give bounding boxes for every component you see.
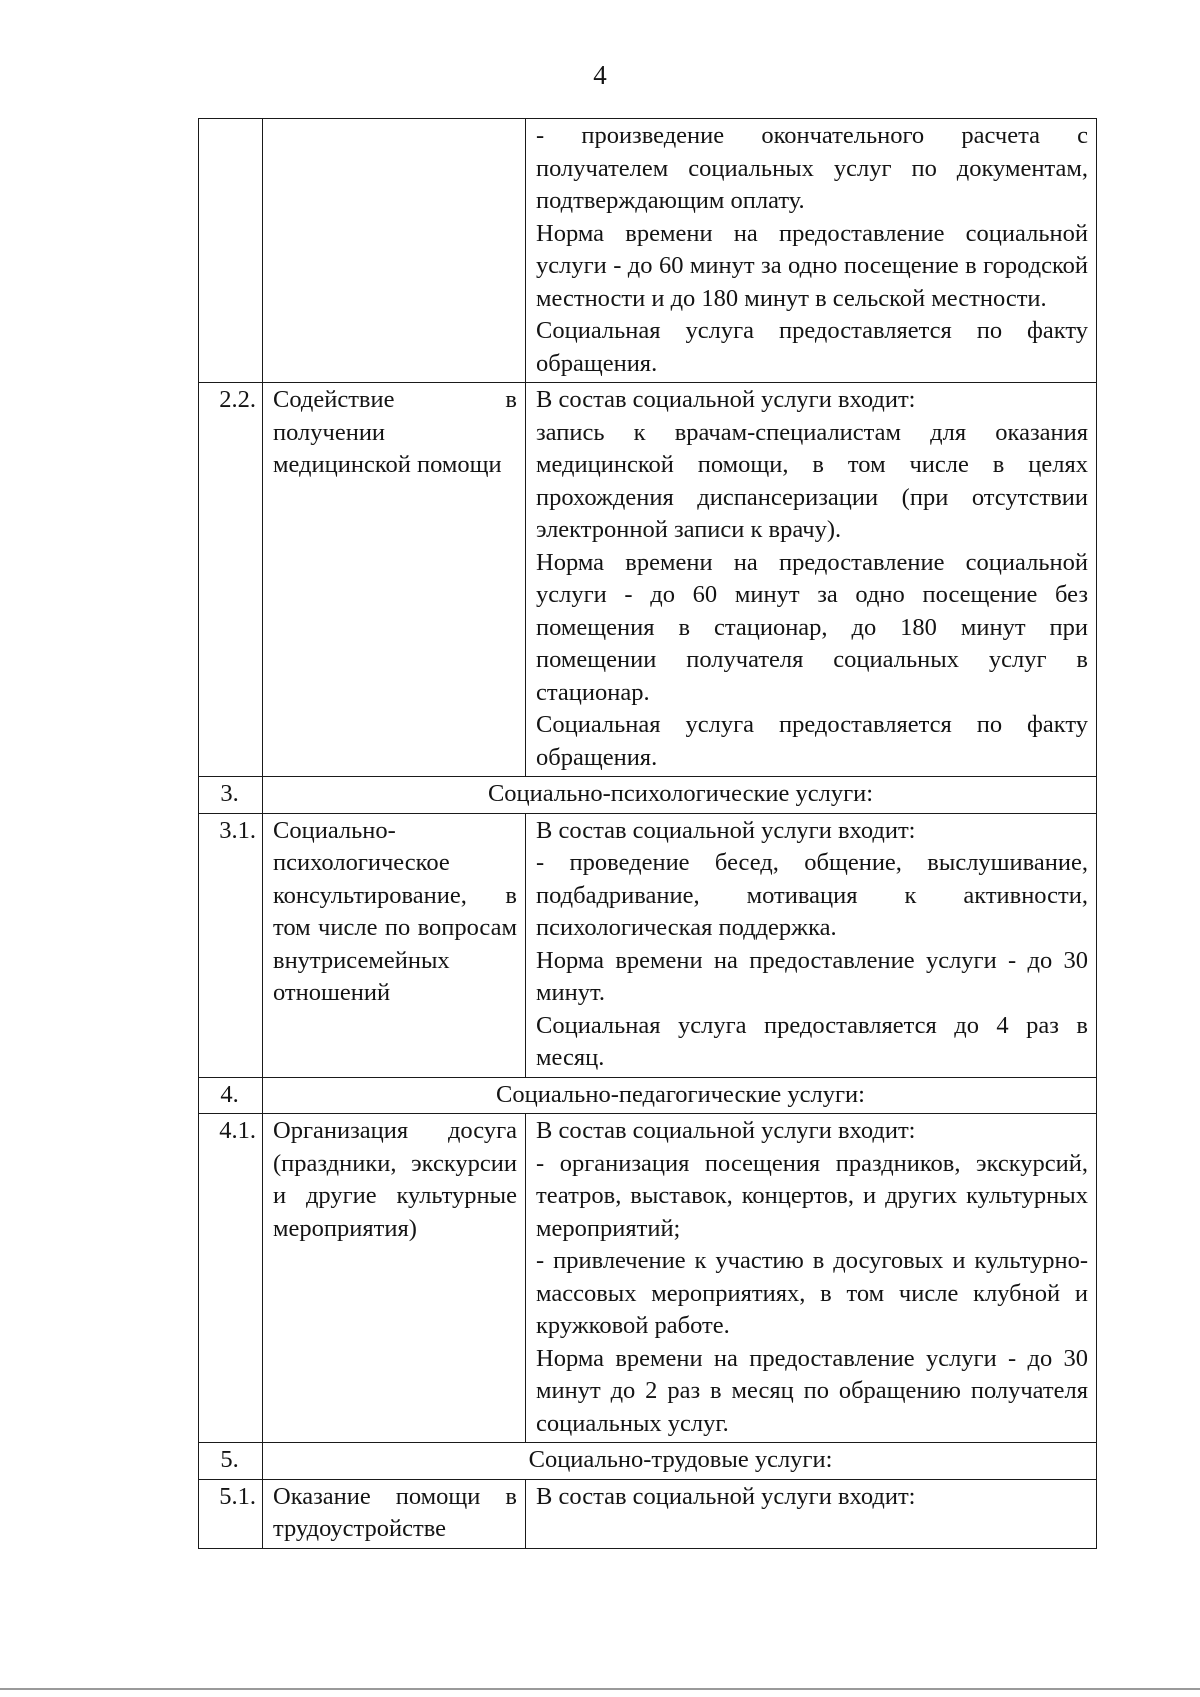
description-paragraph: - организация посещения праздников, экскурсий, театров, выставок, концертов, и других культурных мероприятий;: [536, 1149, 1088, 1242]
section-row: [199, 1443, 1097, 1480]
description-paragraph: Норма времени на предоставление социальной услуги - до 60 минут за одно посещение без помещения в стационар, до 180 минут при помещении получателя социальных услуг в стационар.: [536, 548, 1088, 706]
service-name: [263, 119, 526, 383]
service-description: [526, 119, 1097, 383]
service-description: [526, 1114, 1097, 1443]
description-paragraph: Норма времени на предоставление услуги - до 30 минут до 2 раз в месяц по обращению получателя социальных услуг.: [536, 1344, 1088, 1437]
row-number: 5.: [199, 1443, 263, 1480]
section-title: Социально-трудовые услуги:: [263, 1443, 1097, 1480]
description-paragraph: - произведение окончательного расчета с получателем социальных услуг по документам, подтверждающим оплату.: [536, 122, 1088, 214]
row-number: [199, 119, 263, 383]
description-paragraph: Социальная услуга предоставляется по факту обращения.: [536, 317, 1088, 377]
row-number: 5.1.: [199, 1479, 263, 1548]
service-name: Организация досуга (праздники, экскурсии и другие культурные мероприятия): [263, 1114, 526, 1443]
row-number: 4.1.: [199, 1114, 263, 1443]
description-paragraph: - привлечение к участию в досуговых и культурно-массовых мероприятиях, в том числе клубной и кружковой работе.: [536, 1247, 1088, 1339]
section-row: [199, 1077, 1097, 1114]
description-paragraph: Социальная услуга предоставляется до 4 раз в месяц.: [536, 1011, 1088, 1071]
row-number: 2.2.: [199, 383, 263, 777]
description-paragraph: Социальная услуга предоставляется по факту обращения.: [536, 711, 1088, 771]
service-description: [526, 813, 1097, 1077]
section-title: Социально-педагогические услуги:: [263, 1077, 1097, 1114]
service-row: [199, 119, 1097, 383]
description-paragraph: В состав социальной услуги входит:: [536, 816, 916, 844]
page-number: 4: [593, 60, 607, 90]
description-paragraph: запись к врачам-специалистам для оказания медицинской помощи, в том числе в целях прохождения диспансеризации (при отсутствии электронной записи к врачу).: [536, 418, 1088, 543]
service-name: Оказание помощи в трудоустройстве: [263, 1479, 526, 1548]
section-title: Социально-психологические услуги:: [263, 777, 1097, 814]
row-number: 3.: [199, 777, 263, 814]
service-row: [199, 1114, 1097, 1443]
services-table: [198, 118, 1097, 1549]
description-paragraph: Норма времени на предоставление услуги - до 30 минут.: [536, 946, 1088, 1006]
service-row: [199, 813, 1097, 1077]
row-number: 4.: [199, 1077, 263, 1114]
service-description: [526, 1479, 1097, 1548]
description-paragraph: В состав социальной услуги входит:: [536, 1117, 916, 1144]
row-number: 3.1.: [199, 813, 263, 1077]
service-name: Социально-психологическое консультирование, в том числе по вопросам внутрисемейных отношений: [263, 813, 526, 1077]
description-paragraph: Норма времени на предоставление социальной услуги - до 60 минут за одно посещение в городской местности и до 180 минут в сельской местности.: [536, 219, 1088, 312]
service-description: [526, 383, 1097, 777]
section-row: [199, 777, 1097, 814]
description-paragraph: - проведение бесед, общение, выслушивание, подбадривание, мотивация к активности, психологическая поддержка.: [536, 849, 1088, 941]
service-name: Содействие в получении медицинской помощи: [263, 383, 526, 777]
service-row: [199, 1479, 1097, 1548]
service-row: [199, 383, 1097, 777]
page-bottom-rule: [0, 1688, 1200, 1690]
description-paragraph: В состав социальной услуги входит:: [536, 1482, 916, 1510]
description-paragraph: В состав социальной услуги входит:: [536, 386, 916, 413]
